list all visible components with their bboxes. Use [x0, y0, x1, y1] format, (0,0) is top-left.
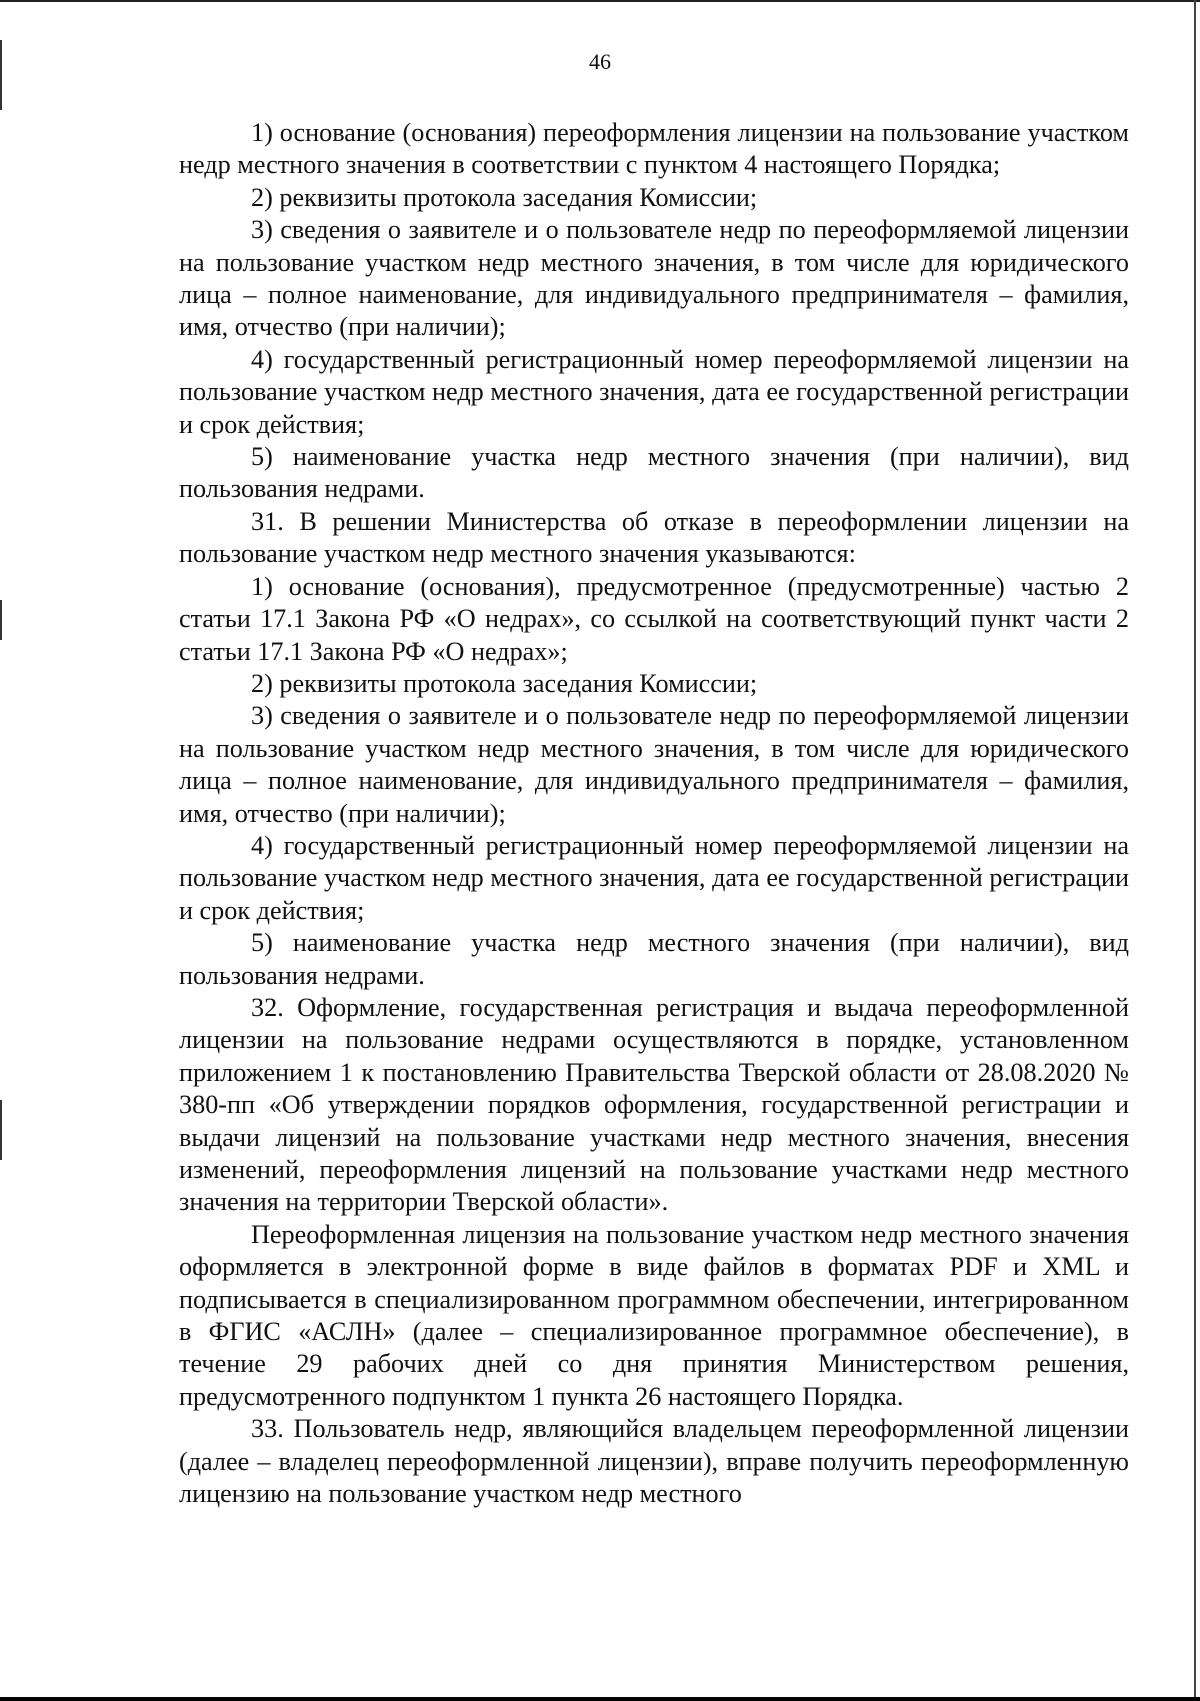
paragraph: 3) сведения о заявителе и о пользователе недр по переоформляемой лицензии на пользование участком недр местного значения, в том числе для юридического лица – полное наименование, для индивидуального предпринимателя – фамилия, имя, отчество (при наличии);	[179, 215, 1129, 342]
scan-left-mark	[0, 600, 2, 640]
scan-bottom-edge	[0, 1697, 1200, 1701]
paragraph: 4) государственный регистрационный номер переоформляемой лицензии на пользование участком недр местного значения, дата ее государственной регистрации и срок действия;	[179, 344, 1129, 439]
paragraph: 3) сведения о заявителе и о пользователе недр по переоформляемой лицензии на пользование участком недр местного значения, в том числе для юридического лица – полное наименование, для индивидуального предпринимателя – фамилия, имя, отчество (при наличии);	[179, 701, 1129, 828]
paragraph: 5) наименование участка недр местного значения (при наличии), вид пользования недрами.	[179, 442, 1129, 504]
paragraph: 1) основание (основания), предусмотренное (предусмотренные) частью 2 статьи 17.1 Закона РФ «О недрах», со ссылкой на соответствующий пункт части 2 статьи 17.1 Закона РФ «О недрах»;	[179, 571, 1129, 666]
paragraph: 1) основание (основания) переоформления лицензии на пользование участком недр местного значения в соответствии с пунктом 4 настоящего Порядка;	[179, 118, 1129, 180]
scan-top-edge	[0, 0, 1200, 2]
paragraph: 32. Оформление, государственная регистрация и выдача переоформленной лицензии на пользование недрами осуществляются в порядке, установленном приложением 1 к постановлению Правительства Тверской области от 28.08.2020 № 380-пп «Об утверждении порядков оформления, государственной регистрации и выдачи лицензий на пользование участками недр местного значения, внесения изменений, переоформления лицензий на пользование участками недр местного значения на территории Тверской области».	[179, 992, 1129, 1217]
paragraph: 2) реквизиты протокола заседания Комиссии;	[251, 668, 758, 698]
paragraph: 31. В решении Министерства об отказе в переоформлении лицензии на пользование участком недр местного значения указываются:	[179, 506, 1129, 569]
paragraph: 5) наименование участка недр местного значения (при наличии), вид пользования недрами.	[179, 928, 1129, 990]
scan-right-edge	[1194, 0, 1196, 1697]
document-body	[179, 117, 1129, 1510]
paragraph: 2) реквизиты протокола заседания Комиссии;	[251, 182, 758, 212]
scan-left-mark	[0, 1100, 2, 1160]
paragraph: 4) государственный регистрационный номер переоформляемой лицензии на пользование участком недр местного значения, дата ее государственной регистрации и срок действия;	[179, 830, 1129, 925]
paragraph: Переоформленная лицензия на пользование участком недр местного значения оформляется в электронной форме в виде файлов в форматах PDF и XML и подписывается в специализированном программном обеспечении, интегрированном в ФГИС «АСЛН» (далее – специализированное программное обеспечение), в течение 29 рабочих дней со дня принятия Министерством решения, предусмотренного подпунктом 1 пункта 26 настоящего Порядка.	[179, 1219, 1129, 1411]
paragraph: 33. Пользователь недр, являющийся владельцем переоформленной лицензии (далее – владелец переоформленной лицензии), вправе получить переоформленную лицензию на пользование участком недр местного	[179, 1414, 1129, 1509]
page-number: 46	[589, 49, 611, 74]
